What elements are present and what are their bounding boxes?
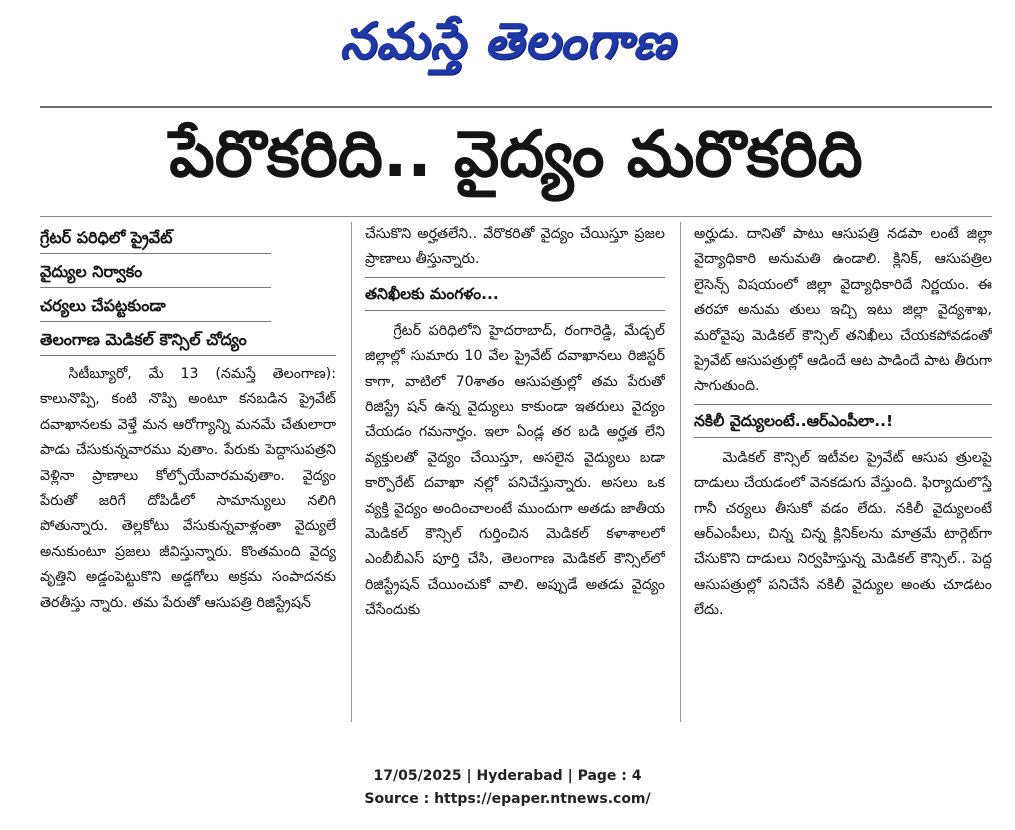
column-2-intro: చేసుకొని అర్హతలేని.. వేరొకరితో వైద్యం చేయిస్తూ ప్రజల ప్రాణాలు తీస్తున్నారు. <box>365 226 665 268</box>
masthead-divider <box>40 106 992 108</box>
article-headline: పేరొకరిది.. వైద్యం మరొకరిది <box>169 117 863 192</box>
column-3-subheading: నకిలీ వైద్యులంటే..ఆర్‌ఎంపీలా..! <box>694 404 992 438</box>
footer-date-line: 17/05/2025 | Hyderabad | Page : 4 <box>373 768 642 784</box>
footer-source-line: Source : https://epaper.ntnews.com/ <box>364 791 651 807</box>
column-2-subheading: తనిఖీలకు మంగళం... <box>365 277 665 311</box>
deck-line-3: చర్యలు చేపట్టకుండా <box>40 290 271 322</box>
article-column-2 <box>365 222 665 722</box>
deck-line-4: తెలంగాణ మెడికల్ కౌన్సిల్ చోద్యం <box>40 324 336 356</box>
column-1-body: సిటీబ్యూరో, మే 13 (నమస్తే తెలంగాణ): కాలునొప్పి, కంటి నొప్పి అంటూ కనబడిన ప్రైవేట్ దవాఖానలకు వెళ్తే మన ఆరోగ్యాన్ని మనమే చేతులారా పాడు చేసుకున్నవారము వుతాం. పేరుకు పెద్దాసుపత్రని వెళ్లినా ప్రాణాలు కోల్పోయేవారమవుతాం. వైద్యం పేరుతో జరిగే దోపిడీలో సామాన్యులు నలిగి పోతున్నారు. తెల్లకోటు వేసుకున్నవాళ్లంతా వైద్యులే అనుకుంటూ ప్రజలు జీవిస్తున్నారు. కొంతమంది వైద్య వృత్తిని అడ్డంపెట్టుకొని అడ్డగోలు అక్రమ సంపాదనకు తెరతీస్తు న్నారు. తమ పేరుతో ఆసుపత్రి రిజిస్ట్రేషన్ <box>40 366 336 611</box>
column-divider-2 <box>680 222 681 722</box>
headline-divider <box>40 216 992 217</box>
column-divider-1 <box>351 222 352 722</box>
masthead-logo <box>0 2 1015 80</box>
column-3-body: మెడికల్ కౌన్సిల్ ఇటీవల ప్రైవేట్ ఆసుప త్రులపై దాడులు చేయడంలో వెనకడుగు వేస్తుంది. ఫిర్యాదులొస్తే గానీ చర్యలు తీసుకో వడం లేదు. నకిలీ వైద్యులంటే ఆర్‌ఎంపీలు, చిన్న చిన్న క్లినిక్‌లను మాత్రమే టార్గెట్‌గా చేసుకొని దాడులు నిర్వహిస్తున్న మెడికల్ కౌన్సిల్.. పెద్ద ఆసుపత్రుల్లో పనిచేసే నకిలీ వైద్యుల అంతు చూడటం లేదు. <box>694 449 992 619</box>
article-column-3 <box>694 222 992 722</box>
deck-line-2: వైద్యుల నిర్వాకం <box>40 256 271 288</box>
deck-line-1: గ్రేటర్ పరిధిలో ప్రైవేట్ <box>40 222 271 254</box>
masthead-title: నమస్తే తెలంగాణ <box>339 11 676 70</box>
column-3-intro: అర్హుడు. దానితో పాటు ఆసుపత్రి నడపా లంటే జిల్లా వైద్యాధికారి అనుమతి ఉండాలి. క్లినిక్, ఆసుపత్రిల లైసెన్స్ విషయంలో జిల్లా వైద్యాధికారిదే నిర్ణయం. ఈ తరహా అనుమ తులు ఇచ్చి ఇటు జిల్లా వైద్యశాఖ, మరోవైపు మెడికల్ కౌన్సిల్ తనిఖీలు చేయకపోవడంతో ప్రైవేట్ ఆసుపత్రుల్లో ఆడిందే ఆట పాడిందే పాట తీరుగా సాగుతుంది. <box>694 226 992 395</box>
article-deck <box>40 222 336 356</box>
article-column-1 <box>40 222 336 722</box>
column-2-body: గ్రేటర్ పరిధిలోని హైదరాబాద్, రంగారెడ్డి, మేడ్చల్ జిల్లాల్లో సుమారు 10 వేల ప్రైవేట్ దవాఖానలు రిజిస్టర్ కాగా, వాటిలో 70శాతం ఆసుపత్రుల్లో తమ పేరుతో రిజిస్ట్రే షన్ ఉన్న వైద్యులు కాకుండా ఇతరులు వైద్యం చేయడం గమనార్హం. ఇలా ఏండ్ల తర బడి అర్హత లేని వ్యక్తులతో వైద్యం చేయిస్తూ, అసలైన వైద్యులు బడా కార్పొరేట్ దవాఖా నల్లో పనిచేస్తున్నారు. అసలు ఒక వ్యక్తి వైద్యం అందించాలంటే ముందుగా అతడు జాతీయ మెడికల్ కౌన్సిల్ గుర్తించిన మెడికల్ కళాశాలలో ఎంబీబీఎస్ పూర్తి చేసి, తెలంగాణ మెడికల్ కౌన్సిల్‌లో రిజిస్ట్రేషన్ చేయించుకో వాలి. అప్పుడే అతడు వైద్యం చేసేందుకు <box>365 322 665 619</box>
